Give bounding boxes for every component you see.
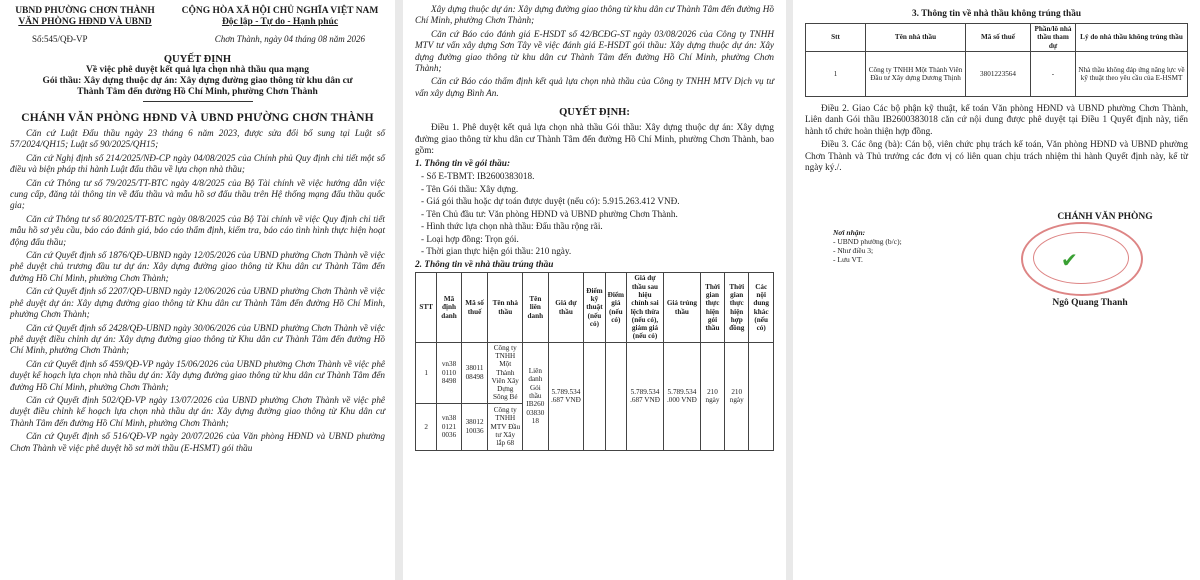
legal-basis: Căn cứ Quyết định số 2207/QĐ-UBND ngày 12/06/2026 của UBND phường Chơn Thành về việc phê duyệt dự án: Xây dựng đường giao thông từ Khu dân cư Thành Tâm đến đường Hồ Chí Minh, phường Chơn Thành; xyxy=(10,286,385,320)
col-header: Mã số thuế xyxy=(461,273,488,342)
document-page-3 xyxy=(793,0,1200,580)
cell-tech xyxy=(584,342,605,450)
cell-tax: 38012 10036 xyxy=(461,403,488,450)
legal-basis: Căn cứ Luật Đấu thầu ngày 23 tháng 6 năm 2023, được sửa đổi bổ sung tại Luật số 57/2024/QH15; Luật số 90/2025/QH15; xyxy=(10,128,385,150)
col-header: STT xyxy=(416,273,437,342)
col-header: Giá dự thầu sau hiệu chỉnh sai lệch thừa (nếu có), giảm giá (nếu có) xyxy=(627,273,664,342)
legal-basis: Xây dựng thuộc dự án: Xây dựng đường giao thông từ khu dân cư Thành Tâm đến đường Hồ Chí Minh, phường Chơn Thành; xyxy=(415,4,774,26)
cell-contractor: Công ty TNHH MTV Đầu tư Xây lắp 68 xyxy=(488,403,523,450)
col-header: Tên nhà thầu xyxy=(866,24,966,52)
legal-basis: Căn cứ Thông tư số 80/2025/TT-BTC ngày 08/8/2025 của Bộ Tài chính về việc Quy định chi tiết mẫu hồ sơ yêu cầu, báo cáo đánh giá, báo cáo thẩm định, kiểm tra, báo cáo tình hình thực hiện hoạt động đấu thầu; xyxy=(10,213,385,247)
recipient: - Lưu VT. xyxy=(833,255,863,264)
doc-number: Số:545/QĐ-VP xyxy=(32,34,88,44)
legal-basis: Căn cứ Quyết định số 2428/QĐ-UBND ngày 30/06/2026 của UBND phường Chơn Thành về việc phê duyệt điều chỉnh dự án: Xây dựng đường giao thông từ Khu dân cư Thành Tâm đến đường Hồ Chí Minh, phường Chơn Thành; xyxy=(10,322,385,356)
page1-header xyxy=(10,6,385,28)
col-header: Giá trúng thầu xyxy=(663,273,700,342)
recipient: - UBND phường (b/c); xyxy=(833,237,902,246)
article-2: Điều 2. Giao Các bộ phận kỹ thuật, kế toán Văn phòng HĐND và UBND phường Chơn Thành, Liên danh Gói thầu IB2600383018 căn cứ nội dung được phê duyệt tại Điều 1 Quyết định này, tiến hành tổ chức hoàn thiện hợp đồng. xyxy=(805,102,1188,136)
signature-block xyxy=(1030,212,1180,222)
legal-basis: Căn cứ Quyết định số 516/QĐ-VP ngày 20/07/2026 của Văn phòng HĐND và UBND phường Chơn Thành về việc phê duyệt hồ sơ mời thầu (E-HSMT) gói thầu xyxy=(10,431,385,453)
winner-table xyxy=(415,272,774,450)
cell-lot: - xyxy=(1031,51,1076,96)
col-header: Thời gian thực hiện gói thầu xyxy=(700,273,724,342)
cell-stt: 2 xyxy=(416,403,437,450)
cell-stt: 1 xyxy=(806,51,866,96)
loser-table xyxy=(805,23,1188,97)
section-winner-info: 2. Thông tin về nhà thầu trúng thầu xyxy=(415,260,554,271)
signer-name: Ngô Quang Thanh xyxy=(1052,298,1128,308)
package-info-item: - Tên Chủ đầu tư: Văn phòng HĐND và UBND phường Chơn Thành. xyxy=(421,208,678,219)
col-header: Tên liên danh xyxy=(523,273,548,342)
package-info-item: - Loại hợp đồng: Trọn gói. xyxy=(421,233,519,244)
authority-title: CHÁNH VĂN PHÒNG HĐND VÀ UBND PHƯỜNG CHƠN THÀNH xyxy=(21,112,374,124)
signer-title: CHÁNH VĂN PHÒNG xyxy=(1057,212,1153,222)
col-header: Mã định danh xyxy=(437,273,461,342)
cell-other xyxy=(749,342,774,450)
legal-basis: Căn cứ Nghị định số 214/2025/NĐ-CP ngày 04/08/2025 của Chính phủ Quy định chi tiết một số điều và biện pháp thi hành Luật đấu thầu về lựa chọn nhà thầu; xyxy=(10,152,385,175)
article-3: Điều 3. Các ông (bà): Cán bộ, viên chức phụ trách kế toán, Văn phòng HĐND và UBND phường Chơn Thành và Thủ trưởng các đơn vị có liên quan chịu trách nhiệm thi hành Quyết định này, kể từ ngày ký./. xyxy=(805,139,1188,172)
recipient: - Như điều 3; xyxy=(833,246,874,255)
cell-time-pkg: 210 ngày xyxy=(700,342,724,450)
doc-date: Chơn Thành, ngày 04 tháng 08 năm 2026 xyxy=(214,34,365,44)
legal-basis: Căn cứ Báo cáo đánh giá E-HSDT số 42/BCĐG-ST ngày 03/08/2026 của Công ty TNHH MTV tư vấn xây dựng Sơn Tây về việc đánh giá E-HSDT gói thầu: Xây dựng thuộc dự án: Xây dựng đường giao thông từ khu dân cư Thành Tâm đến đường Hồ Chí Minh, phường Chơn Thành; xyxy=(415,28,774,74)
legal-basis: Căn cứ Báo cáo thẩm định kết quả lựa chọn nhà thầu của Công ty TNHH MTV Dịch vụ tư vấn xây dựng Bình An. xyxy=(415,76,774,98)
cell-stt: 1 xyxy=(416,342,437,403)
cell-id: vn38 0121 0036 xyxy=(437,403,461,450)
legal-basis: Căn cứ Thông tư số 79/2025/TT-BTC ngày 4/8/2025 của Bộ Tài chính về việc hướng dẫn việc cung cấp, đăng tải thông tin về đấu thầu và mẫu hồ sơ đấu thầu trên Hệ thống mạng đấu thầu quốc gia; xyxy=(10,177,385,211)
cell-id: vn38 0110 8498 xyxy=(437,342,461,403)
cell-joint: Liên danh Gói thầu IB260 03830 18 xyxy=(523,342,548,450)
table-header-row xyxy=(416,273,774,342)
article-1: Điều 1. Phê duyệt kết quả lựa chọn nhà thầu Gói thầu: Xây dựng thuộc dự án: Xây dựng đường giao thông từ khu dân cư Thành Tâm đến đường Hồ Chí Minh, phường Chơn Thành, bao gồm: xyxy=(415,122,774,156)
col-header: Thời gian thực hiện hợp đồng xyxy=(725,273,749,342)
col-header: Lý do nhà thầu không trúng thầu xyxy=(1076,24,1188,52)
col-header: Điểm giá (nếu có) xyxy=(605,273,626,342)
legal-basis: Căn cứ Quyết định số 459/QĐ-VP ngày 15/06/2026 của UBND phường Chơn Thành về việc phê duyệt kế hoạch lựa chọn nhà thầu dự án: Xây dựng đường giao thông từ khu dân cư Thành Tâm đến đường Hồ Chí Minh, phường Chơn Thành; xyxy=(10,358,385,392)
org-line-1: UBND PHƯỜNG CHƠN THÀNH xyxy=(15,6,155,16)
package-info-item: - Giá gói thầu hoặc dự toán được duyệt (nếu có): 5.915.263.412 VNĐ. xyxy=(421,196,680,207)
col-header: Các nội dung khác (nếu có) xyxy=(749,273,774,342)
package-info-item: - Thời gian thực hiện gói thầu: 210 ngày. xyxy=(421,245,572,256)
package-info-list xyxy=(415,171,774,257)
cell-price-score xyxy=(605,342,626,450)
document-page-2 xyxy=(403,0,786,580)
cell-contractor: Công ty TNHH Một Thành Viên Đầu tư Xây dựng Dương Thịnh xyxy=(866,51,966,96)
org-name xyxy=(10,6,160,28)
doc-meta xyxy=(10,34,385,44)
org-line-2: VĂN PHÒNG HĐND VÀ UBND xyxy=(18,17,152,27)
motto: Độc lập - Tự do - Hạnh phúc xyxy=(221,17,339,27)
package-info-item: - Tên Gói thầu: Xây dựng. xyxy=(421,183,519,194)
signature-check-icon: ✔ xyxy=(1061,250,1078,272)
cell-adjusted: 5.789.534 .687 VNĐ xyxy=(627,342,664,450)
cell-win: 5.789.534 .000 VNĐ xyxy=(663,342,700,450)
recipients xyxy=(833,228,902,264)
table-row xyxy=(416,342,774,403)
col-header: Điểm kỹ thuật (nếu có) xyxy=(584,273,605,342)
nation-name: CỘNG HÒA XÃ HỘI CHỦ NGHĨA VIỆT NAM xyxy=(181,6,379,16)
nation-header xyxy=(175,6,385,28)
legal-bases xyxy=(10,128,385,454)
official-seal-icon xyxy=(1021,222,1143,296)
subject-line-2: Gói thầu: Xây dựng thuộc dự án: Xây dựng đường giao thông từ khu dân cư xyxy=(42,76,353,86)
legal-basis: Căn cứ Quyết định số 1876/QĐ-UBND ngày 12/05/2026 của UBND phường Chơn Thành về việc phê duyệt chủ trương đầu tư dự án: Xây dựng đường giao thông từ Khu dân cư Thành Tâm đến đường Hồ Chí Minh, phường Chơn Thành; xyxy=(10,250,385,283)
col-header: Mã số thuế xyxy=(966,24,1031,52)
cell-tax: 3801223564 xyxy=(966,51,1031,96)
package-info-item: - Hình thức lựa chọn nhà thầu: Đấu thầu rộng rãi. xyxy=(421,221,603,232)
col-header: Tên nhà thầu xyxy=(488,273,523,342)
legal-basis: Căn cứ Quyết định 502/QĐ-VP ngày 13/07/2026 của UBND phường Chơn Thành về việc phê duyệt điều chỉnh kế hoạch lựa chọn nhà thầu dự án: Xây dựng đường giao thông từ Khu dân cư Thành Tâm đến đường Hồ Chí Minh, phường Chơn Thành; xyxy=(10,394,385,428)
col-header: Stt xyxy=(806,24,866,52)
decision-title: QUYẾT ĐỊNH xyxy=(163,54,232,65)
table-header-row xyxy=(806,24,1188,52)
decide-heading: QUYẾT ĐỊNH: xyxy=(559,107,630,119)
decision-subject xyxy=(10,65,385,98)
subject-line-3: Thành Tâm đến đường Hồ Chí Minh, phường Chơn Thành xyxy=(77,87,318,97)
table-row xyxy=(806,51,1188,96)
cell-contractor: Công ty TNHH Một Thành Viên Xây Dựng Sông Bé xyxy=(488,342,523,403)
section-package-info: 1. Thông tin về gói thầu: xyxy=(415,159,511,170)
section-losers: 3. Thông tin về nhà thầu không trúng thầu xyxy=(911,9,1082,19)
divider xyxy=(143,101,253,102)
cell-tax: 38011 08498 xyxy=(461,342,488,403)
col-header: Giá dự thầu xyxy=(548,273,584,342)
subject-line-1: Về việc phê duyệt kết quả lựa chọn nhà thầu qua mạng xyxy=(86,65,309,75)
cell-reason: Nhà thầu không đáp ứng năng lực về kỹ thuật theo yêu cầu của E-HSMT xyxy=(1076,51,1188,96)
recipients-title: Nơi nhận: xyxy=(833,228,866,237)
cell-time-contract: 210 ngày xyxy=(725,342,749,450)
cell-bid: 5.789.534 .687 VNĐ xyxy=(548,342,584,450)
package-info-item: - Số E-TBMT: IB2600383018. xyxy=(421,171,535,182)
col-header: Phần/lô nhà thầu tham dự xyxy=(1031,24,1076,52)
document-page-1 xyxy=(0,0,395,580)
